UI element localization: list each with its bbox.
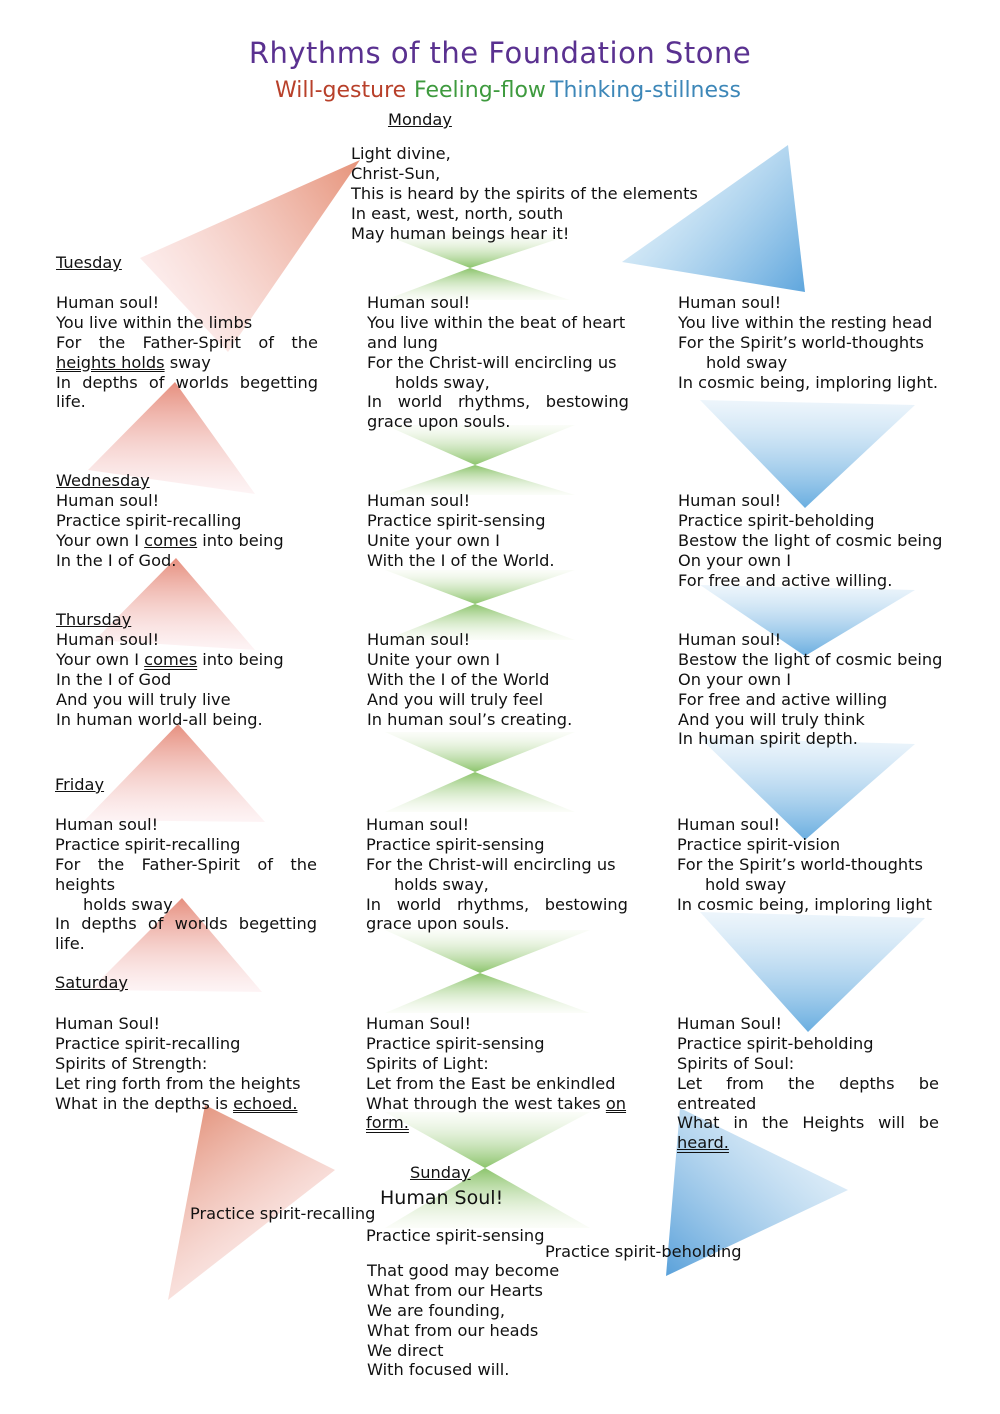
- sunday-greeting: Human Soul!: [380, 1187, 504, 1209]
- verse-line: Practice spirit-vision: [677, 834, 841, 854]
- day-heading-thursday: Thursday: [56, 610, 132, 629]
- tuesday-will-verse: [56, 293, 318, 412]
- verse-line: Human soul!: [367, 293, 471, 312]
- verse-line-justified: [56, 333, 318, 353]
- wednesday-thinking-verse: [678, 491, 942, 590]
- verse-line-justified: [677, 1074, 939, 1094]
- verse-line: Practice spirit-recalling: [55, 1033, 241, 1053]
- underlined-text: comes: [144, 530, 198, 550]
- word: the: [761, 1113, 789, 1133]
- will-gesture-label: Will-gesture: [275, 78, 407, 103]
- word: depths: [82, 372, 138, 392]
- tuesday-feeling-verse: [367, 293, 629, 432]
- verse-line: entreated: [677, 1093, 757, 1113]
- verse-line: [56, 650, 284, 670]
- saturday-will-verse: [55, 1014, 301, 1113]
- verse-line: Human soul!: [367, 630, 471, 649]
- verse-text: What through the west takes: [366, 1093, 606, 1113]
- verse-line: and lung: [367, 332, 438, 352]
- saturday-thinking-verse: [677, 1014, 939, 1153]
- sunday-beholding: Practice spirit-beholding: [545, 1242, 742, 1261]
- verse-line: Human Soul!: [677, 1014, 782, 1033]
- word: in: [733, 1113, 749, 1133]
- verse-line: In human spirit depth.: [678, 729, 858, 749]
- verse-line: Spirits of Light:: [366, 1053, 489, 1073]
- word: depths: [838, 1073, 895, 1093]
- verse-line: Unite your own I: [367, 530, 500, 550]
- day-heading-monday: Monday: [388, 110, 452, 129]
- thursday-feeling-verse: [367, 630, 572, 729]
- verse-line: Human Soul!: [55, 1014, 160, 1033]
- sunday-recalling: Practice spirit-recalling: [190, 1204, 376, 1223]
- thursday-will-verse: [56, 630, 284, 729]
- verse-line: In east, west, north, south: [351, 203, 564, 223]
- verse-line: life.: [56, 392, 86, 412]
- word: of: [148, 372, 165, 392]
- word: the: [97, 854, 125, 874]
- verse-line: On your own I: [678, 669, 792, 689]
- verse-line: That good may become: [367, 1261, 560, 1280]
- word: bestowing: [544, 894, 628, 914]
- verse-line: [366, 1094, 626, 1114]
- feeling-flow-label: Feeling-flow: [414, 78, 546, 103]
- verse-line: Practice spirit-recalling: [56, 510, 242, 530]
- thursday-thinking-verse: [678, 630, 942, 749]
- verse-line: For the Christ-will encircling us: [367, 352, 617, 372]
- word: the: [290, 854, 317, 874]
- verse-line: holds sway,: [394, 874, 489, 894]
- word: of: [147, 914, 164, 934]
- wednesday-feeling-verse: [367, 491, 555, 571]
- word: begetting: [239, 372, 318, 392]
- verse-line: Human soul!: [56, 630, 160, 649]
- verse-line: We direct: [367, 1340, 444, 1360]
- word: the: [788, 1073, 815, 1093]
- word: be: [918, 1113, 939, 1133]
- verse-line: For the Spirit’s world-thoughts: [677, 854, 923, 874]
- day-heading-tuesday: Tuesday: [56, 253, 122, 272]
- verse-line: heard.: [677, 1133, 729, 1153]
- verse-line: Human soul!: [678, 293, 782, 312]
- underlined-text: heights holds: [56, 352, 165, 372]
- word: rhythms,: [456, 894, 530, 914]
- word: of: [258, 332, 274, 352]
- word: Father-Spirit: [142, 332, 241, 352]
- verse-line: life.: [55, 934, 85, 954]
- verse-line: And you will truly think: [678, 709, 865, 729]
- verse-line: grace upon souls.: [367, 412, 511, 432]
- word: What: [677, 1113, 720, 1133]
- verse-line: Human soul!: [56, 491, 160, 510]
- verse-line: In human world-all being.: [56, 709, 263, 729]
- day-heading-sunday: Sunday: [410, 1163, 471, 1182]
- verse-line-justified: [55, 914, 317, 934]
- verse-line: Practice spirit-beholding: [678, 510, 875, 530]
- word: rhythms,: [457, 392, 531, 412]
- word: the: [98, 332, 126, 352]
- verse-line: You live within the limbs: [56, 312, 253, 332]
- verse-text: Your own I: [56, 530, 145, 550]
- word: In: [366, 894, 382, 914]
- verse-line: Spirits of Soul:: [677, 1053, 795, 1073]
- word: of: [257, 854, 273, 874]
- verse-line: Light divine,: [351, 144, 451, 163]
- verse-line: Human soul!: [56, 293, 160, 312]
- sunday-verse: [367, 1261, 559, 1380]
- verse-line: Practice spirit-beholding: [677, 1033, 874, 1053]
- day-heading-friday: Friday: [55, 775, 105, 794]
- verse-text: Your own I: [56, 649, 145, 669]
- word: In: [56, 372, 72, 392]
- verse-line: With the I of the World.: [367, 550, 555, 570]
- verse-text: into being: [197, 649, 284, 669]
- word: In: [55, 914, 71, 934]
- verse-line: hold sway: [705, 874, 787, 894]
- underlined-text: echoed.: [233, 1093, 298, 1113]
- verse-line: Let from the East be enkindled: [366, 1073, 616, 1093]
- word: be: [918, 1073, 939, 1093]
- verse-line: And you will truly feel: [367, 689, 544, 709]
- word: will: [878, 1113, 905, 1133]
- word: In: [367, 392, 383, 412]
- verse-line: In the I of God.: [56, 550, 177, 570]
- verse-line-justified: [56, 373, 318, 393]
- word: For: [56, 332, 82, 352]
- verse-line: [55, 1094, 301, 1114]
- word: worlds: [175, 372, 229, 392]
- verse-line: Human soul!: [678, 630, 782, 649]
- verse-line: Spirits of Strength:: [55, 1053, 208, 1073]
- verse-line: In human soul’s creating.: [367, 709, 573, 729]
- verse-line: Human soul!: [678, 491, 782, 510]
- verse-line: May human beings hear it!: [351, 223, 570, 243]
- verse-line: Human soul!: [677, 815, 781, 834]
- verse-text: into being: [197, 530, 284, 550]
- verse-line: For the Spirit’s world-thoughts: [678, 332, 924, 352]
- verse-line: You live within the resting head: [678, 312, 933, 332]
- verse-text: sway: [164, 352, 211, 372]
- verse-line: Christ-Sun,: [351, 163, 441, 183]
- verse-line: For free and active willing: [678, 689, 888, 709]
- verse-line: This is heard by the spirits of the elements: [351, 183, 698, 203]
- word: from: [726, 1073, 764, 1093]
- verse-line: In cosmic being, imploring light.: [678, 372, 939, 392]
- day-heading-saturday: Saturday: [55, 973, 128, 992]
- verse-line: Bestow the light of cosmic being: [678, 649, 943, 669]
- verse-line: holds sway,: [395, 372, 490, 392]
- verse-line: Human soul!: [366, 815, 470, 834]
- verse-line: With focused will.: [367, 1360, 510, 1380]
- verse-line: grace upon souls.: [366, 914, 510, 934]
- word: depths: [81, 914, 137, 934]
- verse-line: [56, 353, 318, 373]
- friday-will-verse: [55, 815, 317, 954]
- verse-line: And you will truly live: [56, 689, 231, 709]
- tuesday-thinking-verse: [678, 293, 938, 392]
- wednesday-will-verse: [56, 491, 284, 571]
- friday-thinking-verse: [677, 815, 932, 914]
- word: Father-Spirit: [141, 854, 240, 874]
- verse-line: heights: [55, 874, 116, 894]
- verse-line: Practice spirit-sensing: [366, 834, 545, 854]
- word: the: [291, 332, 318, 352]
- verse-line: With the I of the World: [367, 669, 550, 689]
- verse-line: On your own I: [678, 550, 792, 570]
- verse-line: What from our heads: [367, 1320, 539, 1340]
- verse-line: hold sway: [706, 352, 788, 372]
- verse-line-justified: [55, 855, 317, 875]
- word: Heights: [802, 1113, 865, 1133]
- verse-line: For the Christ-will encircling us: [366, 854, 616, 874]
- verse-line: Human soul!: [55, 815, 159, 834]
- verse-line-justified: [367, 392, 629, 412]
- friday-feeling-verse: [366, 815, 628, 934]
- verse-line: form.: [366, 1113, 409, 1133]
- word: worlds: [174, 914, 228, 934]
- word: begetting: [238, 914, 317, 934]
- verse-line: Practice spirit-sensing: [366, 1033, 545, 1053]
- verse-line: For free and active willing.: [678, 570, 893, 590]
- verse-line: Let ring forth from the heights: [55, 1073, 301, 1093]
- word: For: [55, 854, 81, 874]
- word: world: [396, 894, 442, 914]
- verse-line: Unite your own I: [367, 649, 500, 669]
- verse-line: We are founding,: [367, 1300, 506, 1320]
- word: Let: [677, 1073, 703, 1093]
- underlined-text: on: [605, 1093, 627, 1113]
- verse-line: You live within the beat of heart: [367, 312, 626, 332]
- verse-line: holds sway: [83, 894, 173, 914]
- verse-line: Practice spirit-recalling: [55, 834, 241, 854]
- verse-line: Bestow the light of cosmic being: [678, 530, 943, 550]
- word: bestowing: [545, 392, 629, 412]
- word: world: [397, 392, 443, 412]
- sunday-sensing: Practice spirit-sensing: [366, 1226, 545, 1245]
- monday-verse: [351, 144, 698, 243]
- underlined-text: comes: [144, 649, 198, 669]
- verse-line: Practice spirit-sensing: [367, 510, 546, 530]
- verse-line: Human Soul!: [366, 1014, 471, 1033]
- verse-line-justified: [366, 895, 628, 915]
- saturday-feeling-verse: [366, 1014, 626, 1133]
- thinking-stillness-label: Thinking-stillness: [550, 78, 741, 103]
- verse-line: What from our Hearts: [367, 1280, 543, 1300]
- verse-line: In the I of God: [56, 669, 172, 689]
- verse-line: In cosmic being, imploring light: [677, 894, 932, 914]
- page-title: Rhythms of the Foundation Stone: [248, 36, 752, 70]
- verse-line-justified: [677, 1113, 939, 1133]
- verse-line: [56, 531, 284, 551]
- verse-text: What in the depths is: [55, 1093, 234, 1113]
- verse-line: Human soul!: [367, 491, 471, 510]
- day-heading-wednesday: Wednesday: [56, 471, 150, 490]
